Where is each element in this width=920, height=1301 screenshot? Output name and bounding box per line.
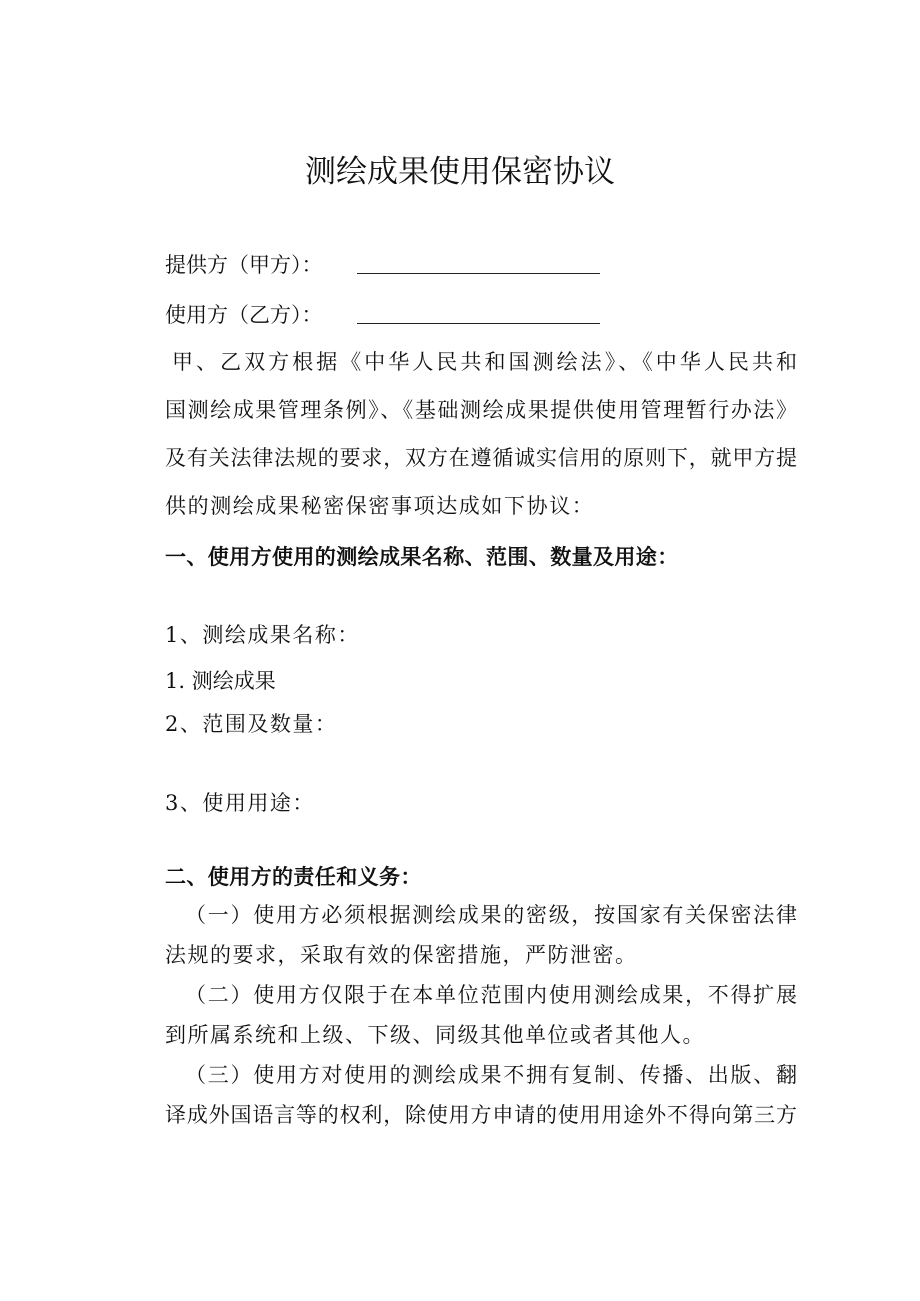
intro-line: 甲、乙双方根据《中华人民共和国测绘法》、《中华人民共和 [172,350,797,374]
section2-line: （三）使用方对使用的测绘成果不拥有复制、传播、出版、翻 [185,1063,797,1087]
section1-heading: 一、使用方使用的测绘成果名称、范围、数量及用途： [165,544,679,569]
section2-line: （一）使用方必须根据测绘成果的密级，按国家有关保密法律 [185,903,797,927]
section2-line: 译成外国语言等的权利，除使用方申请的使用用途外不得向第三方 [165,1103,797,1127]
intro-line: 及有关法律法规的要求，双方在遵循诚实信用的原则下，就甲方提 [165,446,797,470]
intro-line: 国测绘成果管理条例》、《基础测绘成果提供使用管理暂行办法》 [165,398,797,422]
section1-item3: 3、使用用途： [165,791,315,815]
document-title: 测绘成果使用保密协议 [305,154,615,190]
user-label: 使用方（乙方）： [165,303,323,327]
section2-line: 法规的要求，采取有效的保密措施，严防泄密。 [165,943,638,967]
provider-label: 提供方（甲方）： [165,253,323,277]
section2-heading: 二、使用方的责任和义务： [165,864,422,889]
intro-line: 供的测绘成果秘密保密事项达成如下协议： [165,494,595,518]
section2-line: 到所属系统和上级、下级、同级其他单位或者其他人。 [165,1023,705,1047]
section2-line: （二）使用方仅限于在本单位范围内使用测绘成果，不得扩展 [185,983,797,1007]
section1-item2: 2、范围及数量： [165,712,338,736]
section1-item1: 1、测绘成果名称： [165,623,360,647]
section1-item1-value: 1. 测绘成果 [165,669,276,693]
provider-blank-line [357,273,600,274]
user-blank-line [357,323,600,324]
